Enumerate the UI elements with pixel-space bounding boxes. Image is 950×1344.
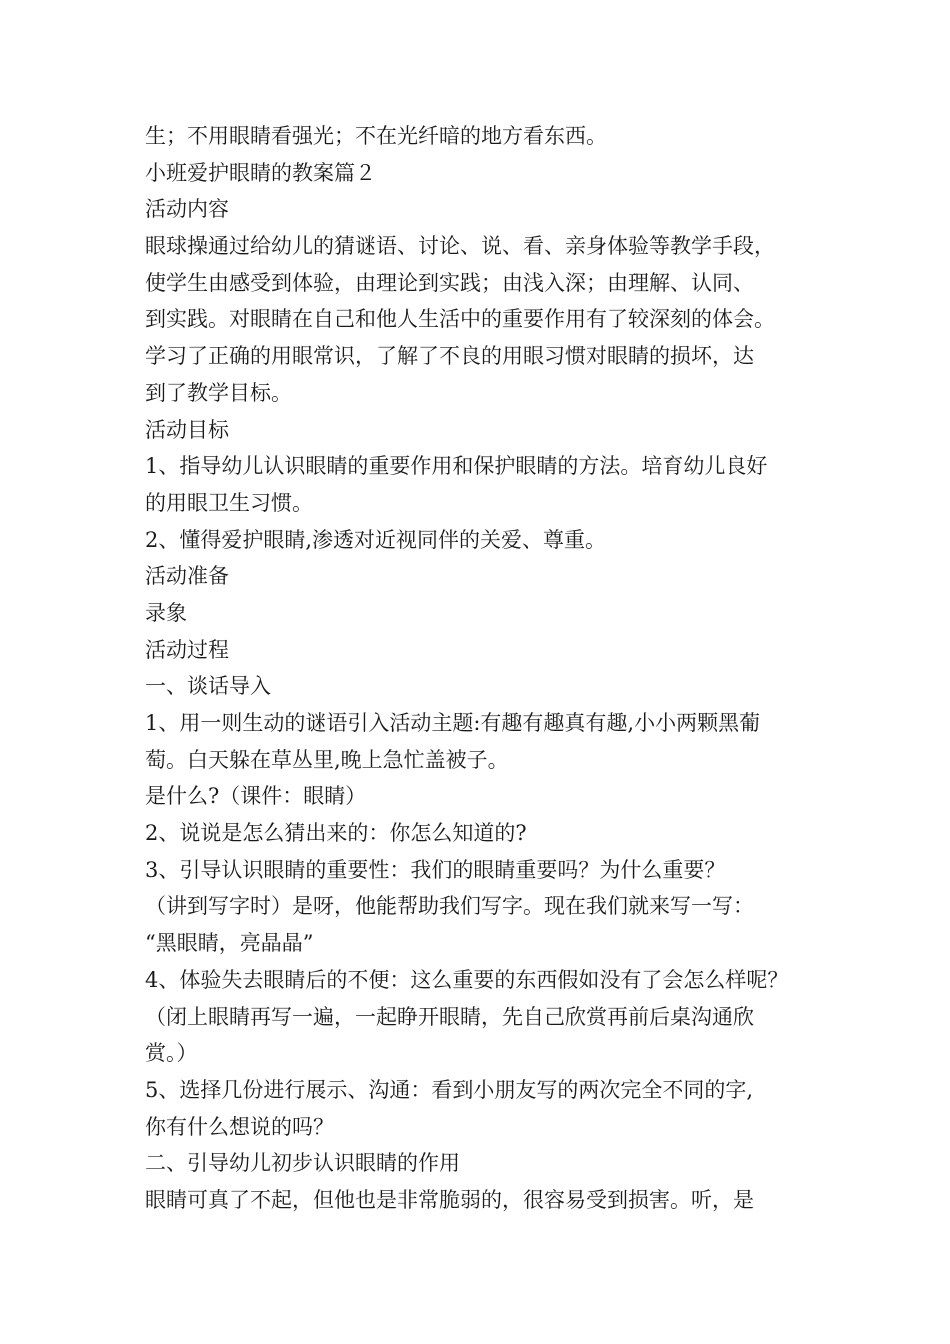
text-line: 学习了正确的用眼常识，了解了不良的用眼习惯对眼睛的损坏，达 [145, 344, 754, 369]
text-line: 眼睛可真了不起，但他也是非常脆弱的，很容易受到损害。听，是 [145, 1187, 754, 1212]
text-line: “黑眼睛，亮晶晶” [145, 931, 314, 956]
text-line: 3、引导认识眼睛的重要性：我们的眼睛重要吗？为什么重要？ [145, 857, 726, 882]
text-line: 赏。） [145, 1041, 198, 1066]
text-line: 2、说说是怎么猜出来的：你怎么知道的? [145, 821, 527, 846]
text-line: 1、指导幼儿认识眼睛的重要作用和保护眼睛的方法。培育幼儿良好 [145, 454, 768, 479]
text-line: 一、谈话导入 [145, 674, 271, 699]
text-line: 是什么?（课件：眼睛） [145, 784, 367, 809]
text-line: （讲到写字时）是呀，他能帮助我们写字。现在我们就来写一写： [145, 894, 754, 919]
subheading-activity-process: 活动过程 [145, 637, 229, 662]
text-line: 1、用一则生动的谜语引入活动主题:有趣有趣真有趣,小小两颗黑葡 [145, 711, 761, 735]
subheading-activity-content: 活动内容 [145, 197, 229, 222]
text-line: 萄。白天躲在草丛里,晚上急忙盖被子。 [145, 747, 509, 772]
text-line: 二、引导幼儿初步认识眼睛的作用 [145, 1151, 460, 1176]
text-line: 生；不用眼睛看强光；不在光纤暗的地方看东西。 [145, 124, 607, 148]
text-line: 4、体验失去眼睛后的不便：这么重要的东西假如没有了会怎么样呢？ [145, 967, 789, 992]
text-line: 的用眼卫生习惯。 [145, 490, 313, 515]
text-line: 5、选择几份进行展示、沟通：看到小朋友写的两次完全不同的字, [145, 1077, 754, 1102]
document-body [145, 118, 835, 1219]
section-title: 小班爱护眼睛的教案篇２ [145, 160, 376, 185]
text-line: （闭上眼睛再写一遍，一起睁开眼睛，先自己欣赏再前后桌沟通欣 [145, 1004, 754, 1029]
text-line: 眼球操通过给幼儿的猜谜语、讨论、说、看、亲身体验等教学手段， [145, 234, 775, 259]
text-line: 到实践。对眼睛在自己和他人生活中的重要作用有了较深刻的体会。 [145, 307, 775, 332]
subheading-activity-preparation: 活动准备 [145, 564, 229, 589]
text-line: 使学生由感受到体验，由理论到实践；由浅入深；由理解、认同、 [145, 270, 754, 295]
text-line: 2、懂得爱护眼睛,渗透对近视同伴的关爱、尊重。 [145, 527, 607, 552]
text-line: 你有什么想说的吗？ [145, 1114, 334, 1139]
text-line: 到了教学目标。 [145, 380, 292, 405]
subheading-activity-goals: 活动目标 [145, 417, 229, 442]
text-line: 录象 [145, 600, 187, 625]
